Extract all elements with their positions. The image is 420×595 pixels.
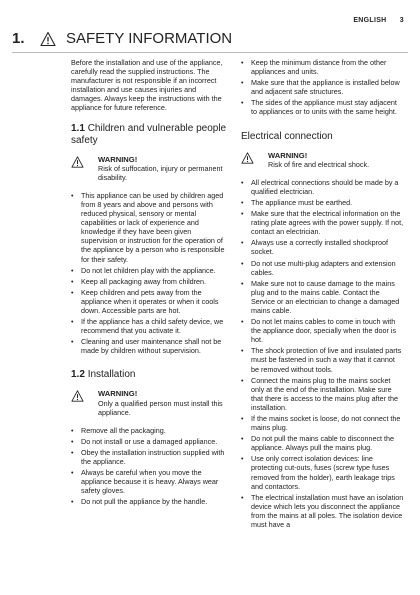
list-item: • Keep all packaging away from children. (71, 277, 229, 286)
title-divider (12, 52, 408, 53)
list-item: • Remove all the packaging. (71, 426, 229, 435)
subsection-number: 1.2 (71, 369, 85, 381)
subsection-heading-installation (71, 369, 229, 381)
warning-block (71, 155, 229, 182)
warning-block (241, 151, 404, 169)
warning-triangle-icon (71, 390, 84, 402)
list-item: • The shock protection of live and insulated parts must be fastened in such a way that it cannot be removed without tools. (241, 346, 404, 373)
children-safety-list (71, 191, 229, 356)
list-item: • Keep children and pets away from the appliance when it operates or when it cools down. Accessible parts are hot. (71, 288, 229, 315)
list-item: • Always be careful when you move the appliance because it is heavy. Always wear safety gloves. (71, 468, 229, 495)
warning-title: WARNING! (98, 154, 138, 164)
language-label: ENGLISH (353, 17, 387, 24)
list-item: • Cleaning and user maintenance shall not be made by children without supervision. (71, 337, 229, 355)
warning-text: Only a qualified person must install this appliance. (98, 398, 223, 417)
list-item: • Make sure that the electrical information on the rating plate agrees with the power supply. If not, contact an electrician. (241, 209, 404, 236)
installation-list (71, 426, 229, 507)
warning-triangle-icon (241, 152, 254, 164)
list-item: • Do not pull the appliance by the handle. (71, 497, 229, 506)
subsection-title: Children and vulnerable people safety (71, 122, 227, 146)
list-item: • Connect the mains plug to the mains socket only at the end of the installation. Make sure that there is access to the mains plug after the installation. (241, 376, 404, 412)
intro-paragraph: Before the installation and use of the appliance, carefully read the supplied instructions. The manufacturer is not responsible if an incorrect installation and use causes injuries and damages. Always keep the instructions with the appliance for future reference. (71, 58, 223, 113)
warning-triangle-icon (40, 31, 56, 47)
subsection-title: Installation (87, 369, 136, 381)
electrical-heading: Electrical connection (241, 130, 333, 142)
list-item: • Do not let mains cables to come in touch with the appliance door, specially when the door is hot. (241, 317, 404, 344)
electrical-list (241, 178, 404, 529)
list-item: • If the mains socket is loose, do not connect the mains plug. (241, 414, 404, 432)
warning-text: Risk of fire and electrical shock. (268, 159, 370, 169)
list-item: • Obey the installation instruction supplied with the appliance. (71, 448, 229, 466)
list-item: • The electrical installation must have an isolation device which lets you disconnect the appliance from the mains at all poles. The isolation device must have a (241, 493, 404, 529)
section-title: SAFETY INFORMATION (66, 30, 233, 47)
page-number: 3 (399, 17, 404, 24)
list-item: • The appliance must be earthed. (241, 198, 404, 207)
left-column (71, 58, 229, 515)
warning-triangle-icon (71, 156, 84, 168)
list-item: • All electrical connections should be made by a qualified electrician. (241, 178, 404, 196)
right-column (241, 58, 404, 538)
list-item: • Use only correct isolation devices: line protecting cut-outs, fuses (screw type fuses removed from the holder), earth leakage trips and contactors. (241, 454, 404, 490)
section-heading (12, 30, 408, 47)
page-header (353, 17, 404, 24)
warning-title: WARNING! (268, 150, 308, 160)
list-item: • This appliance can be used by children aged from 8 years and above and persons with reduced physical, sensory or mental capabilities or lack of experience and knowledge if they have been given supervision or instruction for the operation of the appliance by a person who is responsible for their safety. (71, 191, 229, 264)
list-item: • If the appliance has a child safety device, we recommend that you activate it. (71, 317, 229, 335)
list-item: • Do not install or use a damaged appliance. (71, 437, 229, 446)
list-item: • Do not use multi-plug adapters and extension cables. (241, 259, 404, 277)
list-item: • Do not let children play with the appliance. (71, 266, 229, 275)
warning-block (71, 389, 229, 416)
list-item: • The sides of the appliance must stay adjacent to appliances or to units with the same height. (241, 98, 404, 116)
list-item: • Make sure that the appliance is installed below and adjacent safe structures. (241, 78, 404, 96)
subsection-number: 1.1 (71, 122, 85, 134)
warning-title: WARNING! (98, 389, 138, 399)
list-item: • Do not pull the mains cable to disconnect the appliance. Always pull the mains plug. (241, 434, 404, 452)
section-number: 1. (12, 30, 25, 47)
warning-text: Risk of suffocation, injury or permanent disability. (98, 163, 223, 182)
subsection-heading-children (71, 123, 229, 147)
list-item: • Always use a correctly installed shockproof socket. (241, 238, 404, 256)
list-item: • Keep the minimum distance from the other appliances and units. (241, 58, 404, 76)
installation-list-continued (241, 58, 404, 117)
list-item: • Make sure not to cause damage to the mains plug and to the mains cable. Contact the Service or an electrician to change a damaged mains cable. (241, 279, 404, 315)
